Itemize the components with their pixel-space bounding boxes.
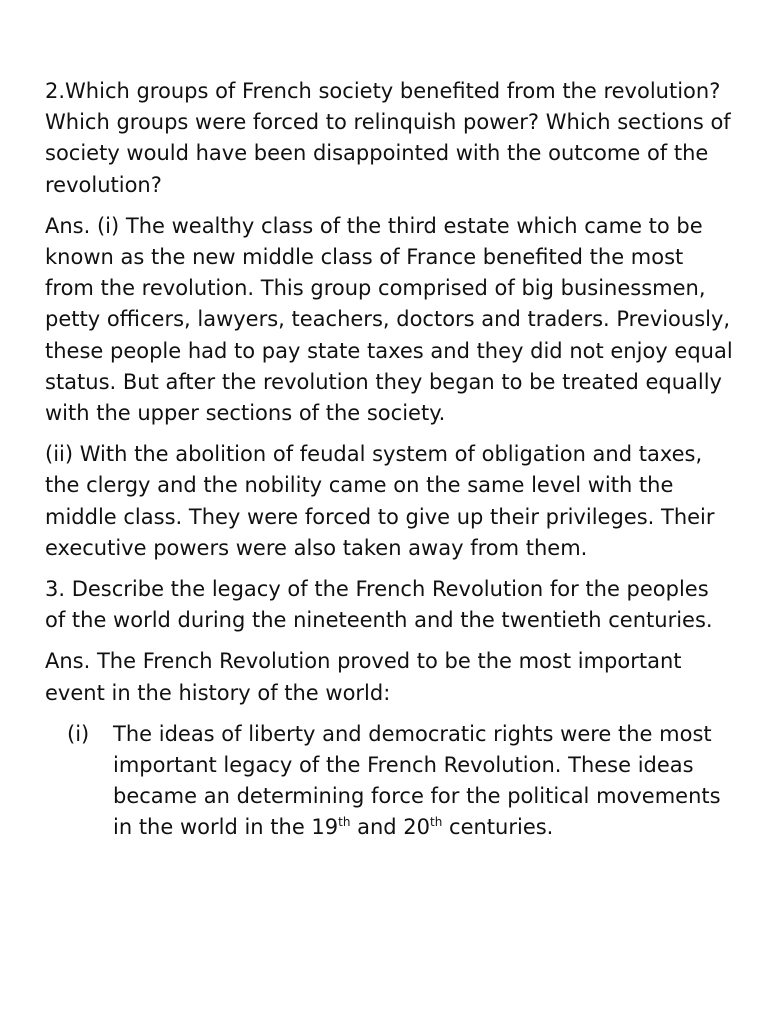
list-text-middle: and 20: [350, 815, 431, 840]
list-item: [45, 719, 735, 844]
superscript-th-19: th: [338, 815, 351, 830]
question-2: 2.Which groups of French society benefited from the revolution? Which groups were forced to relinquish power? Which sections of society would have been disappointed with the outcome of the revolution?: [45, 79, 731, 197]
list-text-before: The ideas of liberty and democratic rights were the most important legacy of the French Revolution. These ideas became an determining force for the political movements in the world in the 19: [113, 721, 721, 840]
list-marker: (i): [67, 721, 90, 746]
answer-2-part-i: Ans. (i) The wealthy class of the third estate which came to be known as the new middle class of France benefited the most from the revolution. This group comprised of big businessmen, petty officers, lawyers, teachers, doctors and traders. Previously, these people had to pay state taxes and they did not enjoy equal status. But after the revolution they began to be treated equally with the upper sections of the society.: [45, 213, 733, 426]
answer-2-part-ii: (ii) With the abolition of feudal system of obligation and taxes, the clergy and the nobility came on the same level with the middle class. They were forced to give up their privileges. Their executive powers were also taken away from them.: [45, 442, 715, 560]
list-item-text: [113, 719, 735, 844]
list-text-after: centuries.: [442, 815, 554, 840]
question-3: 3. Describe the legacy of the French Revolution for the peoples of the world during the nineteenth and the twentieth centuries.: [45, 577, 713, 633]
superscript-th-20: th: [430, 815, 443, 830]
document-page: [45, 76, 735, 844]
answer-3-list: [45, 719, 735, 844]
answer-3-intro: Ans. The French Revolution proved to be the most important event in the history of the world:: [45, 649, 682, 705]
